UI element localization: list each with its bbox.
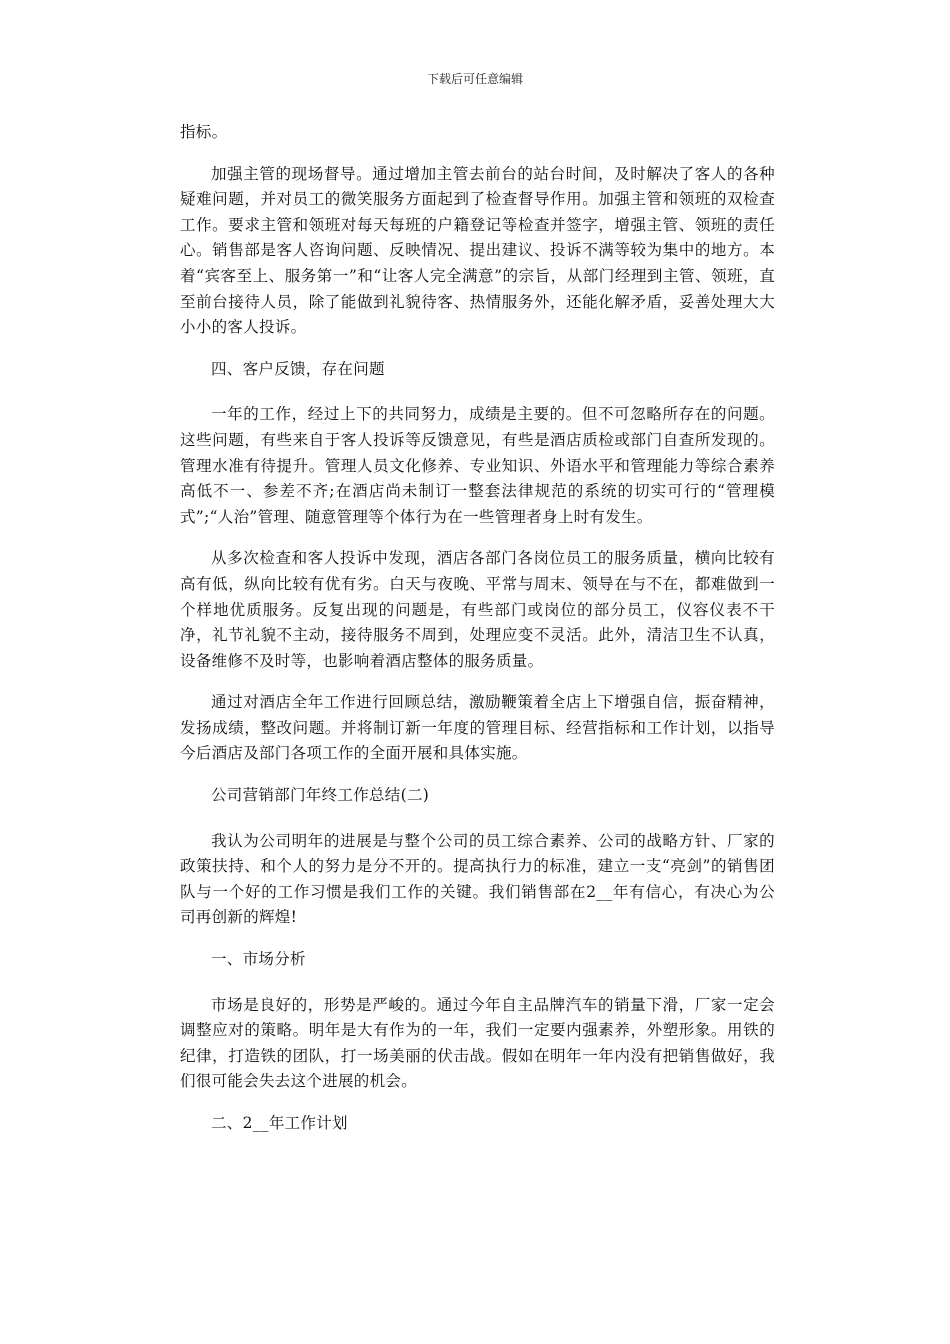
section-heading-market-analysis: 一、市场分析 [211,950,306,969]
section-heading-work-plan: 二、2__年工作计划 [211,1114,348,1132]
paragraph-continuation: 指标。 [180,123,228,141]
paragraph-supervisor-oversight: 加强主管的现场督导。通过增加主管去前台的站台时间，及时解决了客人的各种疑难问题，并对员工的微笑服务方面起到了检查督导作用。加强主管和领班的双检查工作。要求主管和领班对每天每班的户籍登记等检查并签字，增强主管、领班的责任心。销售部是客人咨询问题、反映情况、提出建议、投诉不满等较为集中的地方。本着“宾客至上、服务第一”和“让客人完全满意”的宗旨，从部门经理到主管、领班，直至前台接待人员，除了能做到礼貌待客、热情服务外，还能化解矛盾，妥善处理大大小小的客人投诉。 [180,164,775,337]
section-heading-feedback: 四、客户反馈，存在问题 [211,359,385,378]
paragraph-problems: 一年的工作，经过上下的共同努力，成绩是主要的。但不可忽略所存在的问题。这些问题，有些来自于客人投诉等反馈意见，有些是酒店质检或部门自查所发现的。管理水准有待提升。管理人员文化修养、专业知识、外语水平和管理能力等综合素养高低不一、参差不齐;在酒店尚未制订一整套法律规范的系统的切实可行的“管理模式”;“人治”管理、随意管理等个体行为在一些管理者身上时有发生。 [180,405,775,526]
paragraph-outlook: 我认为公司明年的进展是与整个公司的员工综合素养、公司的战略方针、厂家的政策扶持、和个人的努力是分不开的。提高执行力的标准，建立一支“亮剑”的销售团队与一个好的工作习惯是我们工作的关键。我们销售部在2__年有信心，有决心为公司再创新的辉煌! [180,831,775,927]
paragraph-service-quality: 从多次检查和客人投诉中发现，酒店各部门各岗位员工的服务质量，横向比较有高有低，纵向比较有优有劣。白天与夜晚、平常与周末、领导在与不在，都难做到一个样地优质服务。反复出现的问题是，有些部门或岗位的部分员工，仪容仪表不干净，礼节礼貌不主动，接待服务不周到，处理应变不灵活。此外，清洁卫生不认真，设备维修不及时等，也影响着酒店整体的服务质量。 [180,549,775,670]
paragraph-market: 市场是良好的，形势是严峻的。通过今年自主品牌汽车的销量下滑，厂家一定会调整应对的策略。明年是大有作为的一年，我们一定要内强素养，外塑形象。用铁的纪律，打造铁的团队，打一场美丽的伏击战。假如在明年一年内没有把销售做好，我们很可能会失去这个进展的机会。 [180,995,775,1091]
document-title-part-two: 公司营销部门年终工作总结(二) [211,786,430,805]
paragraph-review-summary: 通过对酒店全年工作进行回顾总结，激励鞭策着全店上下增强自信，振奋精神，发扬成绩，整改问题。并将制订新一年度的管理目标、经营指标和工作计划，以指导今后酒店及部门各项工作的全面开展和具体实施。 [180,693,775,763]
page-header-note: 下载后可任意编辑 [426,72,523,86]
document-body [180,120,775,1157]
